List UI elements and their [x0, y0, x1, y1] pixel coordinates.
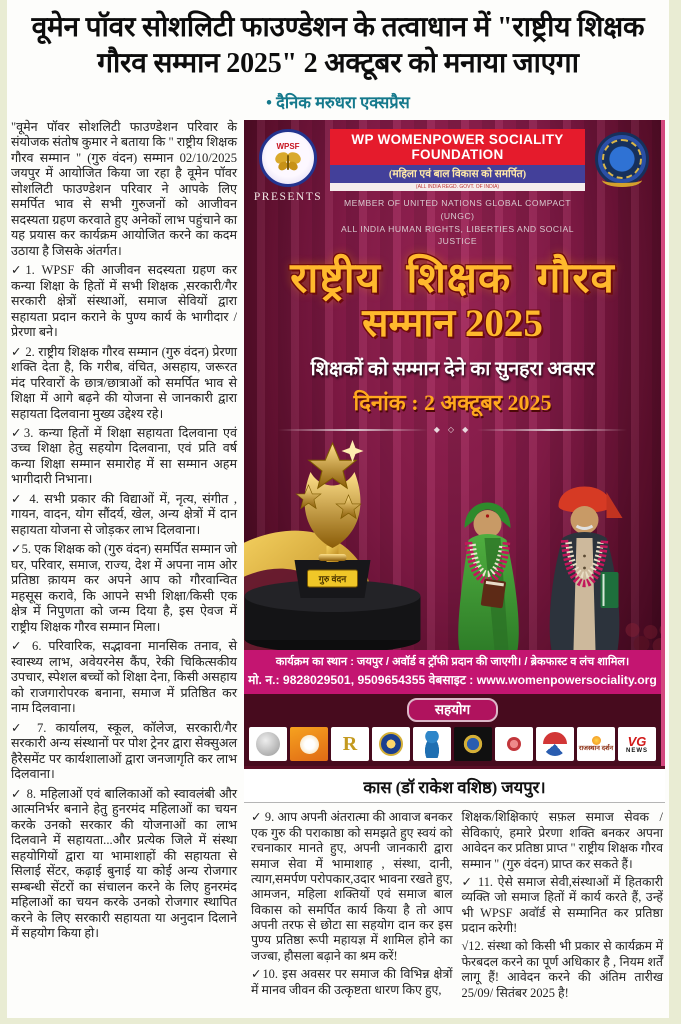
- article-item-11: ✓ 11. ऐसे समाज सेवी,संस्थाओं में हितकारी व्यक्ति जो समाज हितों में कार्य करते हैं, उन्हें भी WPSF अवॉर्ड से सम्मानित कर प्रतिष्ठा प्रदान करेगी!: [461, 874, 663, 935]
- article-item-5: ✓5. एक शिक्षक को (गुरु वंदन) समर्पित सम्मान जो घर, परिवार, समाज, राज्य, देश में अपना नाम ओर प्रतिष्ठा क़ायम कर अपने आप को गौरवान्वित महसूस करावे, कि आपने सभी शिक्षा/किसी एक क्षेत्र में निपुणता को जन्म दिया है, इस ऐवज में राष्ट्रीय शिक्षक गौरव सम्मान मिला।: [11, 542, 237, 634]
- article-item-12: √12. संस्था को किसी भी प्रकार से कार्यक्रम में फेरबदल करने का पूर्ण अधिकार है , नियम शर्तें लागू हैं! आवेदन करने की अंतिम तारीख 25/09/ सितंबर 2025 है!: [461, 939, 663, 1000]
- membership-lines: [330, 197, 585, 249]
- black-gold-seal-icon: [462, 733, 484, 755]
- member-line-1: MEMBER OF UNITED NATIONS GLOBAL COMPACT (UNGC): [343, 197, 572, 221]
- poster-date-line: दिनांक : 2 अक्टूबर 2025: [353, 390, 552, 416]
- globe-seal-logo-block: [589, 129, 655, 186]
- article-item-10-continued: शिक्षक/शिक्षिकाएं सफ़ल समाज सेवक / सेविकाएं, हमारे प्रेरणा शक्ति बनकर अपना आवेदन कर प्रतिष्ठा प्राप्त " राष्ट्रीय शिक्षक गौरव सम्मान " (गुरु वंदन) प्राप्त कर सकते हैं।: [461, 810, 663, 871]
- org-registration-line: (ALL INDIA REGD. GOVT. OF INDIA): [330, 183, 585, 191]
- member-line-2: ALL INDIA HUMAN RIGHTS, LIBERTIES AND SOCIAL JUSTICE: [340, 223, 575, 247]
- article-item-2: ✓ 2. राष्ट्रीय शिक्षक गौरव सम्मान (गुरु वंदन) प्रेरणा शक्ति देता है, कि गरीब, वंचित, असहाय, जरूरत मंद परिवारों के छात्र/छात्राओं को समर्पित भाव से शिक्षा में आगे बढ़ने की योजना से जानकारी द्वारा सहायता दिलवाना मुख्य उद्देश्य रहे।: [11, 344, 237, 421]
- bottom-middle-column: [251, 810, 453, 1004]
- article-item-10: ✓10. इस अवसर पर समाज की विभिन्न क्षेत्रों में मानव जीवन की उत्कृष्टता धारण किए हुए,: [251, 967, 453, 997]
- trophy-and-statues-image: [244, 434, 661, 650]
- event-info-line1: कार्यक्रम का स्थान : जयपुर / अवॉर्ड व ट्रॉफी प्रदान की जाएगी। / ब्रेकफास्ट व लंच शामिल।: [275, 656, 630, 669]
- woman-statue: [458, 503, 519, 651]
- sahyog-badge: सहयोग: [407, 698, 498, 722]
- partner-logo-r-monogram: [331, 727, 369, 761]
- emblem-sketch-icon: [256, 732, 280, 756]
- wpsf-butterfly-logo-icon: [259, 129, 317, 187]
- partner-logo-helping-hand: [290, 727, 328, 761]
- article-item-9: ✓ 9. आप अपनी अंतरात्मा की आवाज बनकर एक गुरु की पराकाष्ठा को समझते हुए स्वयं को रचनाकार मानते हुए, अपनी जानकारी द्वारा समाज सेवा में भामाशाह , संस्था, दानी, त्याग,समर्पण परोपकार,उदार भावना रखते हुए, आमजन, महिला शक्तियों एवं समाज बाल विकास को समर्पित कार्य किया है तो आप अपनी तरफ से छोटा सा सहयोग दान कर इस पुण्य प्रतिष्ठा रूपी महायज्ञ में शामिल होने का जज्बा, हौसला बढ़ाने का श्रम करें!: [251, 810, 453, 963]
- publication-byline: • दैनिक मरुधरा एक्सप्रैस: [266, 92, 410, 112]
- poster-subtitle: शिक्षकों को सम्मान देने का सुनहरा अवसर: [310, 359, 595, 381]
- trophy-plaque-label: गुरु वंदन: [318, 574, 347, 585]
- butterfly-icon: [273, 151, 303, 173]
- rajasthan-darshan-label: राजस्थान दर्शन: [578, 745, 614, 753]
- partner-logo-emblem-sketch: [249, 727, 287, 761]
- event-info-line2: मो. न.: 9828029501, 9509654355 वेबसाइट : www.womenpowersociality.org: [248, 673, 657, 688]
- blue-gold-seal-icon: [379, 732, 403, 756]
- audience-seats: [626, 623, 662, 650]
- partner-logo-blue-gold-seal: [372, 727, 410, 761]
- article-left-column: [11, 120, 237, 1004]
- partner-logo-black-gold-seal: [454, 727, 492, 761]
- main-content: [11, 120, 665, 1004]
- article-item-4: ✓ 4. सभी प्रकार की विद्याओं में, नृत्य, संगीत , गायन, वादन, योग सौंदर्य, खेल, अन्य क्षेत्रों में दान सहायता योजना से जोड़कर लाभ दिलवाना।: [11, 491, 237, 537]
- wpsf-logo-block: [250, 129, 326, 203]
- poster-photo: [244, 434, 661, 650]
- blue-figure-icon: [421, 731, 443, 758]
- partner-logo-vg-news: [618, 727, 656, 761]
- right-area: [244, 120, 665, 1004]
- man-statue: [550, 487, 623, 651]
- helping-hand-icon: [300, 735, 319, 754]
- partner-logo-rajasthan-darshan: [577, 727, 615, 761]
- globe-seal-icon: [595, 132, 649, 186]
- org-tagline-banner: (महिला एवं बाल विकास को समर्पित): [330, 165, 585, 183]
- page-content: [7, 0, 669, 1018]
- swirl-globe-icon: [543, 732, 567, 756]
- poster-footer: [244, 694, 661, 766]
- poster-caption: कास (डॉ राकेश वशिष्ठ) जयपुर।: [244, 766, 665, 803]
- event-poster: [244, 120, 665, 767]
- divider-glyphs: ◆ ◇ ◆: [433, 425, 472, 435]
- wpsf-logo-text: WPSF: [276, 142, 300, 152]
- partner-logo-red-mark: [495, 727, 533, 761]
- org-name-banner: WP WOMENPOWER SOCIALITY FOUNDATION: [330, 129, 585, 165]
- article-item-1: ✓1. WPSF की आजीवन सदस्यता ग्रहण कर कन्या शिक्षा के हितों में सभी शिक्षक ,सरकारी/गैर सरकारी क्षेत्रों संस्थाओं, समाज सेवियों द्वारा सहायता प्रदान कराने के पुण्य कार्य के भागीदार / प्रेरणा बने।: [11, 263, 237, 340]
- article-item-7: ✓ 7. कार्यालय, स्कूल, कॉलेज, सरकारी/गैर सरकारी अन्य संस्थानों पर पोश ट्रेनर द्वारा सेक्सुअल हैरेसमेंट पर कार्यशालाओं द्वारा जनजागृति कर लाभ दिलवाना।: [11, 720, 237, 782]
- bottom-right-column: [462, 810, 664, 1004]
- poster-org-block: [330, 129, 585, 249]
- partner-logo-strip: [249, 727, 656, 761]
- partner-logo-swirl-globe: [536, 727, 574, 761]
- article-item-3: ✓3. कन्या हितों में शिक्षा सहायता दिलवाना एवं उच्च शिक्षा हेतु सहयोग दिलवाना, एवं प्रति वर्ष कन्या शिक्षा सम्मान समारोह में सा सम्मान अहम भागीदारी निभाना।: [11, 425, 237, 487]
- article-item-8: ✓ 8. महिलाओं एवं बालिकाओं को स्वावलंबी और आत्मनिर्भर बनाने हेतु हुनरमंद महिलाओं का चयन करके उनको सरकार की योजनाओं का लाभ दिलवाने में सहायता...और प्रत्येक जिले में संस्था सहयोगियों द्वारा या भामाशाहों की सहायता से सिलाई सेंटर, कढ़ाई बुनाई या कोई अन्य रोजगार सम्बन्धी सेंटरों का संचालन करने के लिए हुनरमंद महिलाओं का चयन करके उनको रोजगार स्थापित करने के लिए सरकारी सहायता या अनुदान दिलाने में सहयोग किया हो।: [11, 786, 237, 940]
- sun-icon: [592, 736, 601, 745]
- news-label: NEWS: [626, 747, 648, 754]
- poster-title-line1: राष्ट्रीय शिक्षक गौरव: [290, 256, 615, 303]
- ornamental-divider: [278, 425, 627, 434]
- red-mark-icon: [507, 737, 521, 751]
- vg-label: VG: [627, 733, 647, 749]
- event-info-band: [244, 650, 661, 694]
- article-headline: वूमेन पॉवर सोशलिटी फाउण्डेशन के तत्वाधान में "राष्ट्रीय शिक्षक गौरव सम्मान 2025" 2 अक्टूबर को मनाया जाएगा: [31, 12, 645, 80]
- bottom-columns: [244, 803, 665, 1004]
- partner-logo-blue-figure: [413, 727, 451, 761]
- poster-header: [244, 120, 661, 249]
- presents-label: PRESENTS: [253, 190, 323, 203]
- article-item-6: ✓ 6. परिवारिक, सद्भावना मानसिक तनाव, से स्वास्थ्य लाभ, अवेयरनेस कैंप, रेकी चिकित्सकीय उपचार, स्पेशल बच्चों को शिक्षा देना, किसी असहाय को राजगारोपरक बनाना, समाज में प्रतिष्ठित कर नाम दिलवाना।: [11, 639, 237, 716]
- r-monogram-icon: R: [342, 732, 358, 755]
- poster-title-line2: सम्मान 2025: [362, 302, 543, 346]
- article-intro: "वूमेन पॉवर सोशलिटी फाउण्डेशन परिवार के संयोजक संतोष कुमार ने बताया कि " राष्ट्रीय शिक्षक गौरव सम्मान " (गुरु वंदन) सम्मान 02/10/2025 जयपुर में आयोजित किया जा रहा है वूमेन पॉवर सोशलिटी फाउण्डेशन परिवार ने आपके लिए समर्पित भाव से सभी गुरुजनों को आजीवन सदस्यता ग्रहण करवाते हुए अनेकों लाभ पहुंचाने का यह प्रयास कर कार्यक्रम आयोजित करने का कदम उठाया है जिसके अंतर्गत।: [11, 119, 237, 258]
